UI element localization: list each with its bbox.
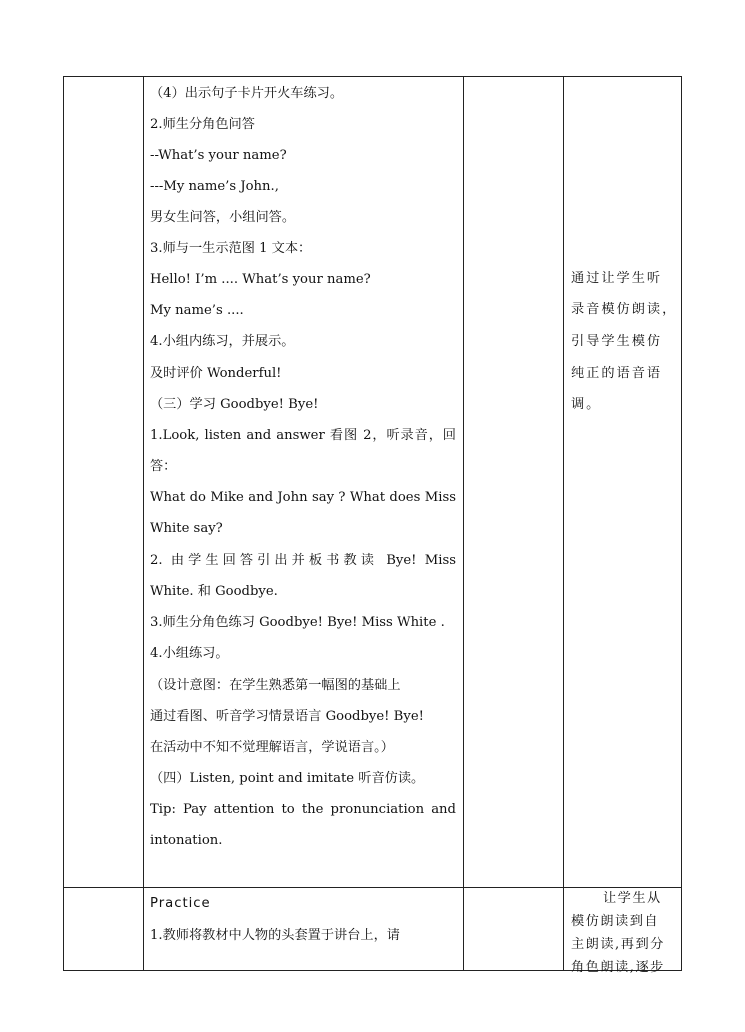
- note-line: 调。: [571, 397, 602, 412]
- content-line: 2.师生分角色问答: [150, 117, 255, 132]
- table-row-divider: [63, 887, 682, 888]
- content-line: My name’s ....: [150, 303, 244, 318]
- content-line: （三）学习 Goodbye! Bye!: [150, 397, 319, 412]
- content-line: White say?: [150, 521, 223, 536]
- content-line: intonation.: [150, 833, 223, 848]
- content-line: 男女生问答，小组问答。: [150, 210, 296, 225]
- content-line: White. 和 Goodbye.: [150, 584, 278, 599]
- content-line: Hello! I’m .... What’s your name?: [150, 272, 371, 287]
- table-col-divider-3: [563, 76, 564, 971]
- content-line: 4.小组内练习，并展示。: [150, 334, 295, 349]
- content-line: 3.师与一生示范图 1 文本：: [150, 241, 312, 256]
- content-line: 答：: [150, 459, 177, 474]
- content-line: --What’s your name?: [150, 148, 287, 163]
- content-line: 4.小组练习。: [150, 646, 229, 661]
- content-line: Tip: Pay attention to the pronunciation and: [150, 802, 456, 817]
- content-line: What do Mike and John say ? What does Miss: [150, 490, 456, 505]
- content-line: 1.Look, listen and answer 看图 2，听录音，回: [150, 428, 456, 443]
- content-line: （设计意图：在学生熟悉第一幅图的基础上: [150, 678, 401, 693]
- note-line: 角色朗读,逐步: [571, 960, 665, 975]
- note-line: 让学生从: [603, 891, 662, 906]
- content-line: （4）出示句子卡片开火车练习。: [150, 86, 344, 101]
- table-col-divider-2: [463, 76, 464, 971]
- table-col-divider-1: [143, 76, 144, 971]
- table-top-border: [63, 76, 682, 77]
- table-right-border: [681, 76, 682, 971]
- note-line: 模仿朗读到自: [571, 914, 660, 929]
- content-line: ---My name’s John.,: [150, 179, 279, 194]
- content-line: 1.教师将教材中人物的头套置于讲台上，请: [150, 928, 400, 943]
- note-line: 引导学生模仿: [571, 334, 663, 349]
- note-line: 纯正的语音语: [571, 366, 663, 381]
- note-line: 录音模仿朗读，: [571, 302, 678, 317]
- content-line: 2. 由学生回答引出并板书教读 Bye! Miss: [150, 553, 456, 568]
- content-line: （四）Listen, point and imitate 听音仿读。: [150, 771, 425, 786]
- content-line: 在活动中不知不觉理解语言，学说语言。）: [150, 740, 394, 755]
- content-line: 通过看图、听音学习情景语言 Goodbye! Bye!: [150, 709, 424, 724]
- practice-heading: Practice: [150, 896, 211, 911]
- note-line: 通过让学生听: [571, 271, 663, 286]
- table-left-border: [63, 76, 64, 971]
- content-line: 及时评价 Wonderful!: [150, 366, 282, 381]
- content-line: 3.师生分角色练习 Goodbye! Bye! Miss White .: [150, 615, 445, 630]
- note-line: 主朗读,再到分: [571, 937, 665, 952]
